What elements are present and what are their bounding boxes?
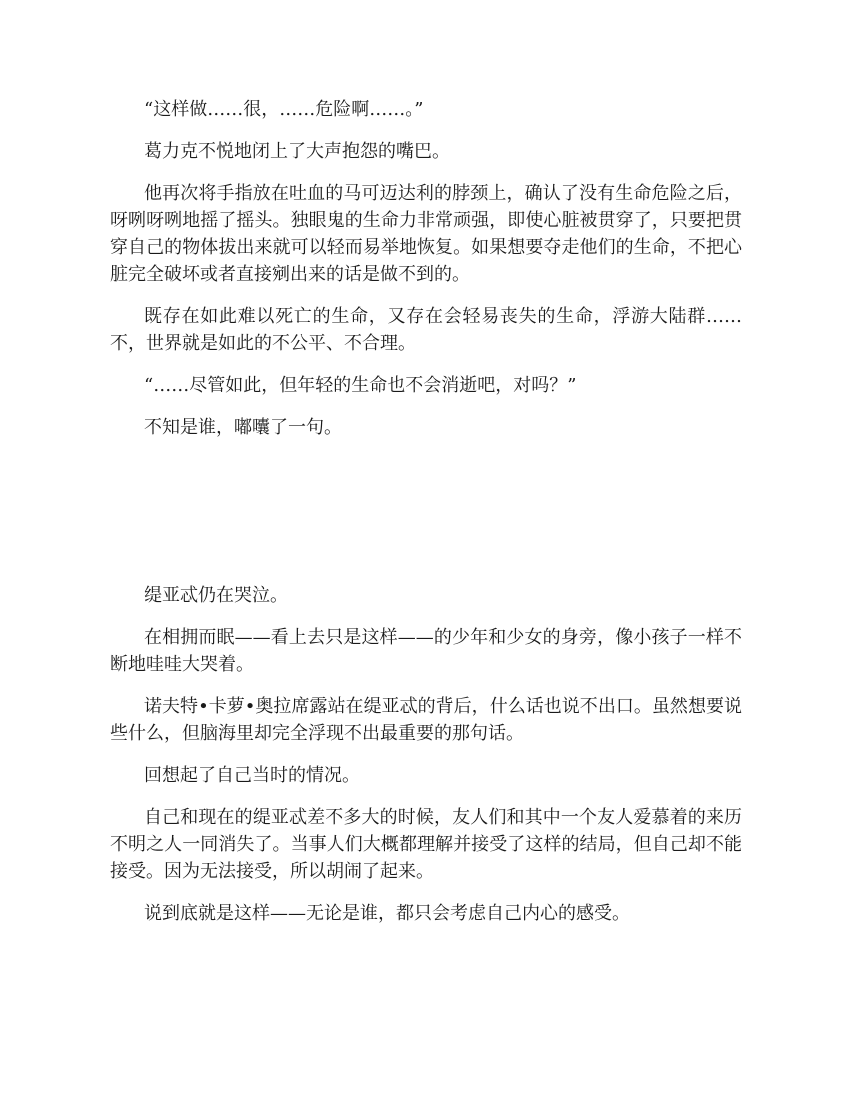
paragraph: 在相拥而眠——看上去只是这样——的少年和少女的身旁，像小孩子一样不断地哇哇大哭着。 <box>110 627 742 675</box>
paragraph: 不知是谁，嘟囔了一句。 <box>144 417 342 438</box>
paragraph: “……尽管如此，但年轻的生命也不会消逝吧，对吗？” <box>144 375 577 396</box>
paragraph: “这样做……很，……危险啊……。” <box>144 99 424 120</box>
paragraph: 诺夫特•卡萝•奥拉席露站在缇亚忒的背后，什么话也说不出口。虽然想要说些什么，但脑海里却完全浮现不出最重要的那句话。 <box>110 696 742 744</box>
paragraph: 葛力克不悦地闭上了大声抱怨的嘴巴。 <box>144 141 450 162</box>
paragraph: 缇亚忒仍在哭泣。 <box>144 585 288 606</box>
section-one <box>110 96 742 441</box>
document-page <box>110 96 742 942</box>
section-two <box>110 582 742 927</box>
paragraph: 他再次将手指放在吐血的马可迈达利的脖颈上，确认了没有生命危险之后，呀咧呀咧地摇了摇头。独眼鬼的生命力非常顽强，即使心脏被贯穿了，只要把贯穿自己的物体拔出来就可以轻而易举地恢复。如果想要夺走他们的生命，不把心脏完全破坏或者直接剜出来的话是做不到的。 <box>110 183 742 285</box>
paragraph: 既存在如此难以死亡的生命，又存在会轻易丧失的生命，浮游大陆群……不，世界就是如此的不公平、不合理。 <box>110 306 742 354</box>
paragraph: 回想起了自己当时的情况。 <box>144 765 360 786</box>
paragraph: 说到底就是这样——无论是谁，都只会考虑自己内心的感受。 <box>144 903 630 924</box>
paragraph: 自己和现在的缇亚忒差不多大的时候，友人们和其中一个友人爱慕着的来历不明之人一同消失了。当事人们大概都理解并接受了这样的结局，但自己却不能接受。因为无法接受，所以胡闹了起来。 <box>110 807 742 882</box>
section-break <box>110 456 742 582</box>
